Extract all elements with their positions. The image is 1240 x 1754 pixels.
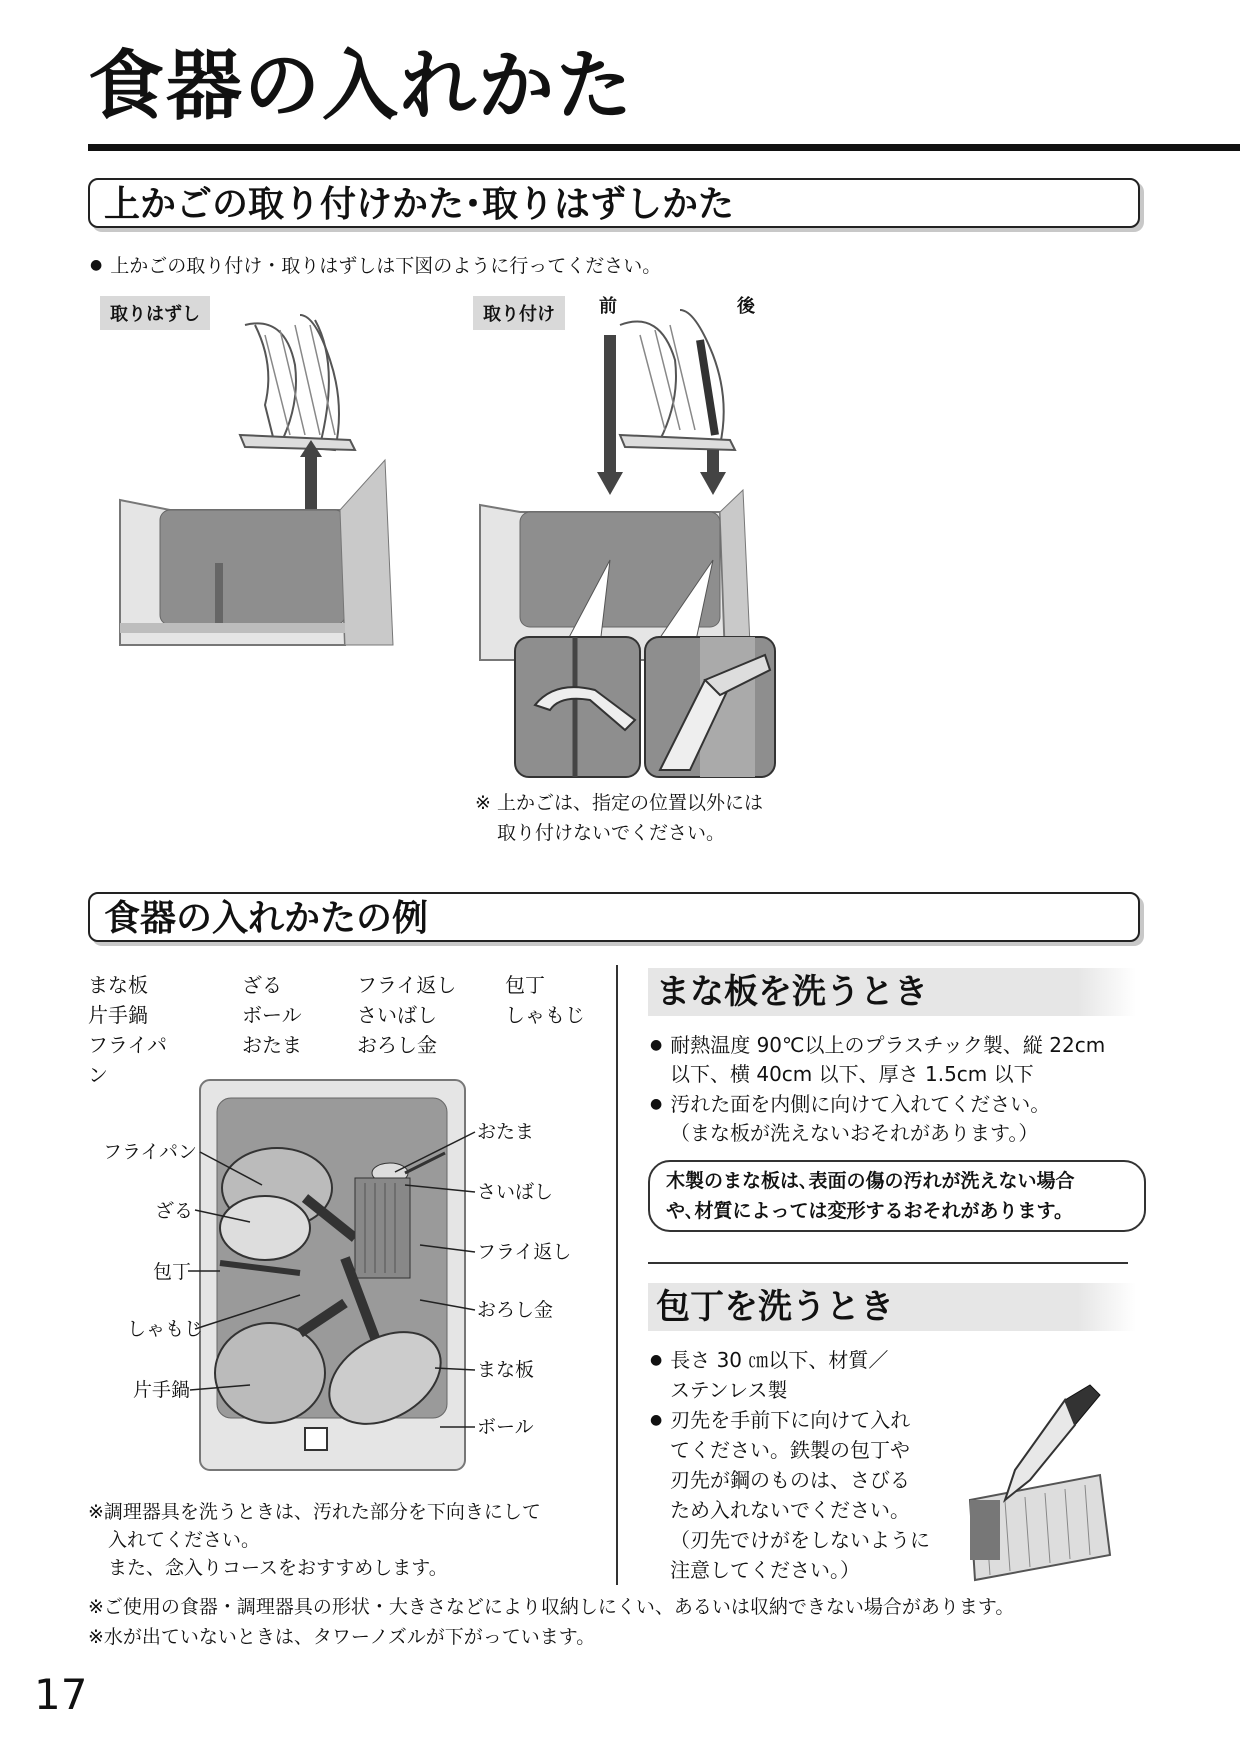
cutlery-basket-icon bbox=[970, 1475, 1110, 1580]
front-label: 前 bbox=[599, 296, 617, 317]
page-title: 食器の入れかた bbox=[88, 41, 634, 130]
label-rice-paddle: しゃもじ bbox=[127, 1318, 204, 1340]
label-knife: 包丁 bbox=[153, 1261, 192, 1283]
item-name: 包丁 bbox=[505, 973, 545, 997]
knife-bullet2-line5: （刃先でけがをしないように bbox=[670, 1528, 930, 1552]
knife-bullet2-line1: ● 刃先を手前下に向けて入れ bbox=[650, 1405, 910, 1438]
label-spatula: フライ返し bbox=[477, 1241, 572, 1263]
item-name: フライパン bbox=[88, 1033, 167, 1087]
knife-in-basket-illustration bbox=[965, 1380, 1145, 1585]
item-name: おろし金 bbox=[357, 1033, 437, 1057]
warning-line2: や､材質によっては変形するおそれがあります。 bbox=[666, 1200, 1073, 1222]
knife-bullet1-line1: ● 長さ 30 ㎝以下、材質／ bbox=[650, 1345, 888, 1378]
knife-bullet2-line4: ため入れないでください。 bbox=[670, 1498, 910, 1522]
item-name: まな板 bbox=[88, 973, 148, 997]
board-bullet2-line1: ● 汚れた面を内側に向けて入れてください。 bbox=[650, 1089, 1050, 1122]
knife-bullet1-line2: ステンレス製 bbox=[670, 1378, 788, 1402]
item-name: 片手鍋 bbox=[88, 1003, 148, 1027]
footer-note2: ※水が出ていないときは、タワーノズルが下がっています。 bbox=[88, 1626, 596, 1648]
item-name: さいばし bbox=[357, 1003, 437, 1027]
wood-board-warning bbox=[648, 1160, 1146, 1232]
examples-note-line3: また、念入りコースをおすすめします。 bbox=[108, 1557, 448, 1579]
label-grater: おろし金 bbox=[477, 1299, 554, 1321]
item-name: ざる bbox=[242, 973, 282, 997]
board-bullet2-line2: （まな板が洗えないおそれがあります。） bbox=[670, 1121, 1039, 1145]
attach-tag: 取り付け bbox=[473, 296, 565, 330]
knife-bullet2-line2: てください。鉄製の包丁や bbox=[670, 1438, 910, 1462]
basket-intro: ● 上かごの取り付け・取りはずしは下図のように行ってください。 bbox=[90, 251, 661, 283]
label-frying-pan: フライパン bbox=[103, 1141, 198, 1163]
label-ladle: おたま bbox=[477, 1121, 535, 1143]
examples-note-line1: ※調理器具を洗うときは、汚れた部分を下向きにして bbox=[88, 1501, 541, 1523]
cutting-board-heading: まな板を洗うとき bbox=[648, 968, 1136, 1016]
back-label: 後 bbox=[737, 296, 755, 317]
board-bullet1-line1: ● 耐熱温度 90℃以上のプラスチック製、縦 22cm bbox=[650, 1030, 1105, 1063]
item-name: しゃもじ bbox=[505, 1003, 585, 1027]
label-bowl: ボール bbox=[477, 1416, 534, 1438]
knife-heading: 包丁を洗うとき bbox=[648, 1283, 1136, 1331]
knife-bullet2-line6: 注意してください。） bbox=[670, 1558, 860, 1582]
footer-note1: ※ご使用の食器・調理器具の形状・大きさなどにより収納しにくい、あるいは収納できない場合があります。 bbox=[88, 1596, 1015, 1618]
board-bullet1-line2: 以下、横 40cm 以下、厚さ 1.5cm 以下 bbox=[670, 1062, 1034, 1086]
knife-bullet2-line3: 刃先が鋼のものは、さびる bbox=[670, 1468, 910, 1492]
subsection-divider bbox=[648, 1262, 1128, 1264]
column-divider bbox=[616, 965, 618, 1585]
label-pot: 片手鍋 bbox=[133, 1379, 191, 1401]
item-name: ボール bbox=[242, 1003, 302, 1027]
item-name: おたま bbox=[242, 1033, 302, 1057]
label-colander: ざる bbox=[155, 1200, 194, 1222]
basket-note-line1: ※ 上かごは、指定の位置以外には bbox=[475, 792, 763, 814]
remove-tag: 取りはずし bbox=[100, 296, 210, 330]
page-number: 17 bbox=[34, 1670, 88, 1719]
warning-line1: 木製のまな板は､表面の傷の汚れが洗えない場合 bbox=[666, 1170, 1075, 1192]
label-cutting-board: まな板 bbox=[477, 1359, 535, 1381]
label-chopsticks: さいばし bbox=[477, 1181, 554, 1203]
examples-note-line2: 入れてください。 bbox=[108, 1529, 261, 1551]
section-heading-examples: 食器の入れかたの例 bbox=[88, 892, 1140, 942]
section-heading-basket: 上かごの取り付けかた･取りはずしかた bbox=[88, 178, 1140, 228]
basket-note-line2: 取り付けないでください。 bbox=[497, 822, 726, 844]
item-name: フライ返し bbox=[357, 973, 457, 997]
